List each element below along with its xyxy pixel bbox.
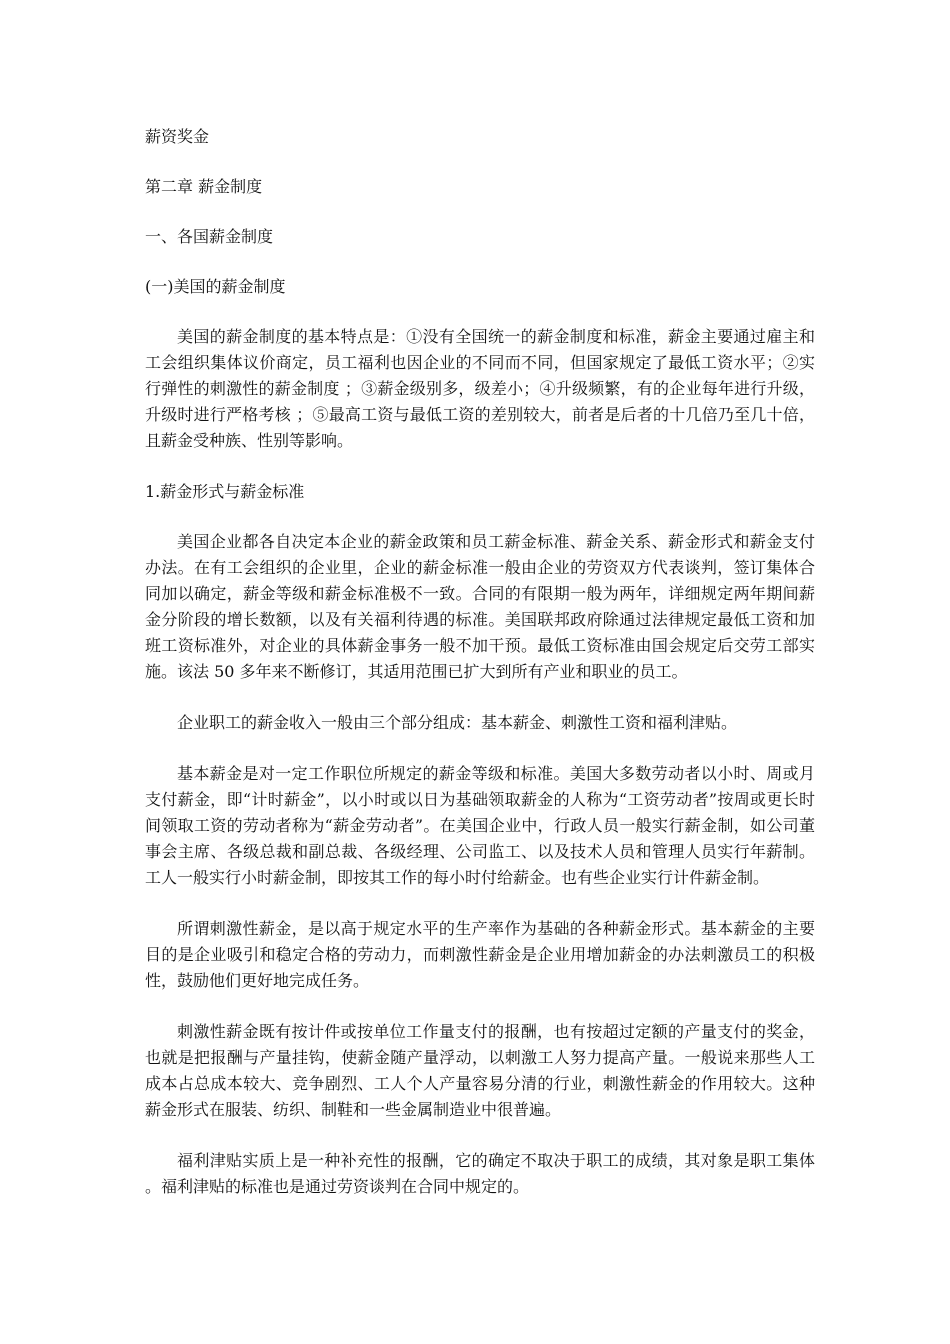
- body-paragraph: 基本薪金是对一定工作职位所规定的薪金等级和标准。美国大多数劳动者以小时、周或月支付薪金，即“计时薪金”，以小时或以日为基础领取薪金的人称为“工资劳动者”按周或更长时间领取工资的劳动者称为“薪金劳动者”。在美国企业中，行政人员一般实行薪金制，如公司董事会主席、各级总裁和副总裁、各级经理、公司监工、以及技术人员和管理人员实行年薪制。工人一般实行小时薪金制，即按其工作的每小时付给薪金。也有些企业实行计件薪金制。: [145, 764, 815, 887]
- section-heading: 一、各国薪金制度: [145, 227, 274, 246]
- body-paragraph: 美国企业都各自决定本企业的薪金政策和员工薪金标准、薪金关系、薪金形式和薪金支付办法。在有工会组织的企业里，企业的薪金标准一般由企业的劳资双方代表谈判，签订集体合同加以确定，薪金等级和薪金标准极不一致。合同的有限期一般为两年，详细规定两年期间薪金分阶段的增长数额，以及有关福利待遇的标准。美国联邦政府除通过法律规定最低工资和加班工资标准外，对企业的具体薪金事务一般不加干预。最低工资标准由国会规定后交劳工部实施。该法 50 多年来不断修订，其适用范围已扩大到所有产业和职业的员工。: [145, 532, 815, 681]
- point-heading: 1.薪金形式与薪金标准: [145, 482, 305, 501]
- document-page: [145, 124, 815, 1225]
- subsection-heading: (一)美国的薪金制度: [145, 277, 286, 296]
- body-paragraph: 所谓刺激性薪金，是以高于规定水平的生产率作为基础的各种薪金形式。基本薪金的主要目的是企业吸引和稳定合格的劳动力，而刺激性薪金是企业用增加薪金的办法刺激员工的积极性，鼓励他们更好地完成任务。: [145, 919, 815, 990]
- chapter-heading: 第二章 薪金制度: [145, 177, 263, 196]
- body-paragraph: 企业职工的薪金收入一般由三个部分组成：基本薪金、刺激性工资和福利津贴。: [177, 713, 738, 732]
- intro-paragraph: 美国的薪金制度的基本特点是：①没有全国统一的薪金制度和标准，薪金主要通过雇主和工会组织集体议价商定，员工福利也因企业的不同而不同，但国家规定了最低工资水平；②实行弹性的刺激性的薪金制度 ；③薪金级别多，级差小；④升级频繁，有的企业每年进行升级，升级时进行严格考核 ；⑤最高工资与最低工资的差别较大，前者是后者的十几倍乃至几十倍，且薪金受种族、性别等影响。: [145, 327, 815, 450]
- document-title: 薪资奖金: [145, 127, 210, 146]
- body-paragraph: 福利津贴实质上是一种补充性的报酬，它的确定不取决于职工的成绩，其对象是职工集体。福利津贴的标准也是通过劳资谈判在合同中规定的。: [145, 1151, 815, 1196]
- body-paragraph: 刺激性薪金既有按计件或按单位工作量支付的报酬，也有按超过定额的产量支付的奖金，也就是把报酬与产量挂钩，使薪金随产量浮动，以刺激工人努力提高产量。一般说来那些人工成本占总成本较大、竞争剧烈、工人个人产量容易分清的行业，刺激性薪金的作用较大。这种薪金形式在服装、纺织、制鞋和一些金属制造业中很普遍。: [145, 1022, 815, 1119]
